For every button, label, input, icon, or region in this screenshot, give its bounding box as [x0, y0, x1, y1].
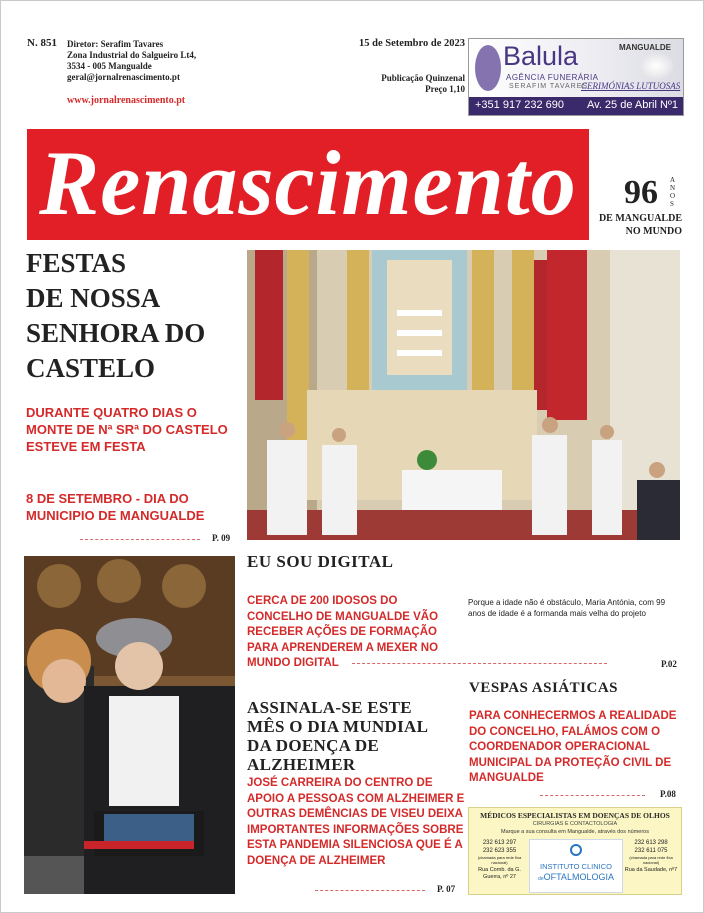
digital-heading[interactable]: EU SOU DIGITAL — [247, 552, 394, 571]
ad-logo-line-1: INSTITUTO CLINICO — [540, 862, 612, 871]
years-word: ANOS — [670, 176, 676, 208]
digital-photo — [24, 556, 235, 894]
eye-icon — [570, 844, 582, 856]
balula-ad[interactable] — [468, 38, 684, 116]
issue-number: N. 851 — [27, 37, 57, 49]
lead-headline-line: FESTAS — [26, 248, 127, 278]
divider — [315, 890, 425, 891]
digital-body: CERCA DE 200 IDOSOS DO CONCELHO DE MANGUALDE VÃO RECEBER AÇÕES DE FORMAÇÃO PARA APRENDEREM A MEXER NO MUNDO DIGITAL — [247, 595, 439, 669]
lead-page-ref[interactable]: P. 09 — [212, 533, 231, 543]
vespas-heading[interactable]: VESPAS ASIÁTICAS — [469, 680, 619, 696]
lead-headline-line: SENHORA DO — [26, 318, 206, 348]
ad-left-address: Rua Comb. da G. Guerra, nº 27 — [478, 867, 521, 880]
director: Diretor: Serafim Tavares — [67, 39, 164, 49]
balula-address: Av. 25 de Abril Nº1 — [587, 99, 679, 111]
tagline-2: NO MUNDO — [625, 226, 682, 237]
ad-left-contacts — [472, 839, 527, 881]
church-photo — [247, 250, 680, 540]
ad-left-phone-2[interactable]: 232 623 355 — [482, 848, 517, 854]
lead-subhead-1: DURANTE QUATRO DIAS O MONTE DE Nª SRª DO CASTELO ESTEVE EM FESTA — [26, 405, 228, 454]
ad-logo — [529, 839, 623, 893]
ad-title: MÉDICOS ESPECIALISTAS EM DOENÇAS DE OLHOS — [480, 811, 670, 820]
alzheimer-body: JOSÉ CARREIRA DO CENTRO DE APOIO A PESSOAS COM ALZHEIMER E OUTRAS DEMÊNCIAS DE VISEU DEIXA IMPORTANTES INFORMAÇÕES SOBRE ESTA PANDEMIA SILENCIOSA QUE É A DOENÇA DE ALZHEIMER — [247, 777, 465, 867]
ad-right-contacts — [623, 839, 679, 874]
lead-headline-line: DE NOSSA — [26, 283, 161, 313]
church-photo-illustration — [247, 250, 680, 540]
ad-logo-line-2 — [530, 872, 622, 882]
ad-line: Marque a sua consulta em Mangualde, através dos números — [501, 829, 649, 835]
ad-logo-de: de — [538, 876, 544, 882]
ad-right-address: Rua da Saudade, nº7 — [624, 867, 678, 873]
ad-subtitle: CIRURGIAS E CONTACTOLOGIA — [532, 821, 618, 827]
tagline-1: DE MANGUALDE — [598, 213, 682, 224]
publication-frequency: Publicação Quinzenal — [381, 73, 465, 83]
address-line-1: Zona Industrial do Salgueiro Lt4, — [67, 50, 197, 60]
ad-right-phone-2[interactable]: 232 611 075 — [634, 848, 668, 854]
balula-owner: SERAFIM TAVARES — [509, 83, 589, 90]
ad-left-phone-1[interactable]: 232 613 297 — [482, 840, 517, 846]
email-link[interactable]: geral@jornalrenascimento.pt — [67, 72, 180, 82]
alzheimer-page-ref[interactable]: P. 07 — [437, 884, 456, 894]
lead-subhead-2: 8 DE SETEMBRO - DIA DO MUNICIPIO DE MANGUALDE — [26, 491, 205, 523]
digital-photo-illustration — [24, 556, 235, 894]
lead-headline-line: CASTELO — [26, 353, 156, 383]
vespas-body: PARA CONHECERMOS A REALIDADE DO CONCELHO, FALÁMOS COM O COORDENADOR OPERACIONAL MUNICIPAL DA PROTEÇÃO CIVIL DE MANGUALDE — [469, 710, 677, 784]
balula-name: Balula — [503, 41, 579, 71]
vespas-page-ref[interactable]: P.08 — [660, 789, 676, 799]
balula-contact-bar — [469, 97, 683, 115]
divider — [540, 795, 645, 796]
balula-phone[interactable]: +351 917 232 690 — [475, 99, 565, 111]
title-banner — [27, 129, 589, 240]
divider — [80, 539, 200, 540]
newspaper-title: Renascimento — [39, 132, 577, 234]
alzheimer-heading[interactable]: ASSINALA-SE ESTE MÊS O DIA MUNDIAL DA DOENÇA DE ALZHEIMER — [247, 698, 428, 774]
issue-price: Preço 1,10 — [425, 84, 465, 94]
lead-headline[interactable] — [26, 246, 205, 386]
ad-right-note: (chamada para rede fixa nacional) — [629, 855, 673, 865]
ad-left-note: (chamada para rede fixa nacional) — [477, 855, 522, 865]
flower-icon — [639, 53, 673, 79]
issue-date: 15 de Setembro de 2023 — [359, 38, 465, 49]
years-number: 96 — [624, 174, 658, 211]
balula-town: MANGUALDE — [619, 43, 671, 52]
balula-subtitle: AGÊNCIA FUNERÁRIA — [506, 73, 599, 82]
ad-right-phone-1[interactable]: 232 613 298 — [634, 840, 668, 846]
balula-service: CERIMÓNIAS LUTUOSAS — [581, 81, 681, 91]
address-line-2: 3534 - 005 Mangualde — [67, 61, 152, 71]
digital-page-ref[interactable]: P.02 — [661, 659, 677, 669]
website-link[interactable]: www.jornalrenascimento.pt — [67, 95, 186, 106]
ad-logo-oftalmologia: OFTALMOLOGIA — [543, 872, 614, 882]
digital-photo-caption: Porque a idade não é obstáculo, Maria Antónia, com 99 anos de idade é a formanda mais velha do projeto — [468, 598, 666, 618]
divider — [352, 663, 607, 664]
oftalmologia-ad[interactable] — [468, 807, 682, 895]
balula-emblem-icon — [475, 45, 501, 91]
